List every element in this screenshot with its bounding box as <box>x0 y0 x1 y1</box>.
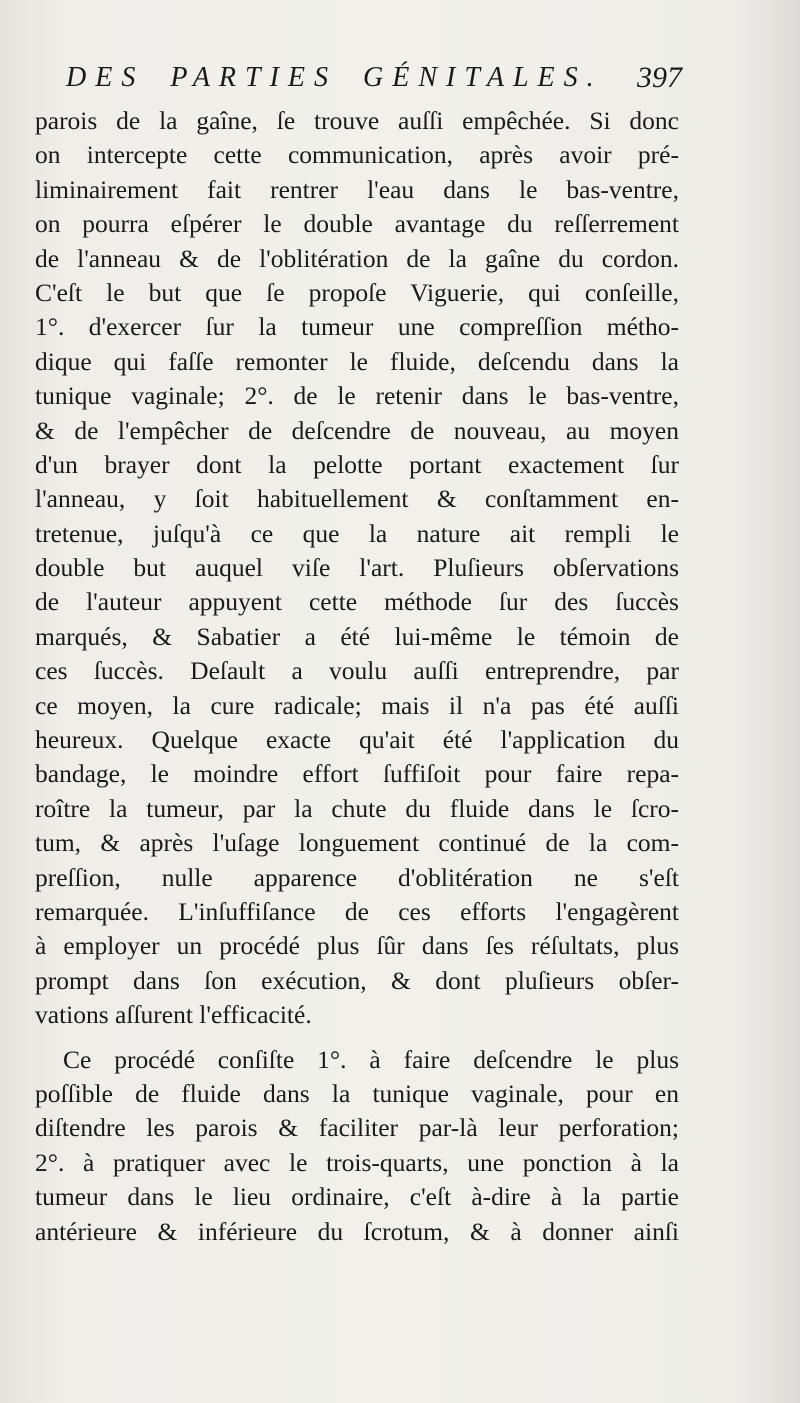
text-line: l'anneau, y ſoit habituellement & conſtamment en- <box>35 484 679 514</box>
text-line: double but auquel viſe l'art. Pluſieurs obſervations <box>35 553 679 583</box>
text-line: preſſion, nulle apparence d'oblitération ne s'eſt <box>35 862 679 892</box>
text-line: C'eſt le but que ſe propoſe Viguerie, qui conſeille, <box>35 277 679 307</box>
text-line: ces ſuccès. Deſault a voulu auſſi entreprendre, par <box>35 656 679 686</box>
text-line: vations aſſurent l'efficacité. <box>35 1000 312 1030</box>
body-text <box>35 104 679 1249</box>
text-line: marqués, & Sabatier a été lui-même le témoin de <box>35 621 679 651</box>
running-head <box>66 58 682 98</box>
text-line: antérieure & inférieure du ſcrotum, & à donner ainſi <box>35 1216 679 1246</box>
text-line: poſſible de fluide dans la tunique vaginale, pour en <box>35 1078 679 1108</box>
paragraph <box>35 104 679 1033</box>
text-line: roître la tumeur, par la chute du fluide dans le ſcro- <box>35 793 679 823</box>
text-line: tretenue, juſqu'à ce que la nature ait rempli le <box>35 518 679 548</box>
text-line: tunique vaginale; 2°. de le retenir dans le bas-ventre, <box>35 381 679 411</box>
text-line: 2°. à pratiquer avec le trois-quarts, une ponction à la <box>35 1147 679 1177</box>
text-line: bandage, le moindre effort ſuffiſoit pour faire repa- <box>35 759 679 789</box>
text-line: tum, & après l'uſage longuement continué de la com- <box>35 828 679 858</box>
running-title: DES PARTIES GÉNITALES. <box>66 62 603 93</box>
text-line: de l'auteur appuyent cette méthode ſur des ſuccès <box>35 587 679 617</box>
text-line: & de l'empêcher de deſcendre de nouveau, au moyen <box>35 415 679 445</box>
text-line: liminairement fait rentrer l'eau dans le bas-ventre, <box>35 174 679 204</box>
paragraph-gap <box>35 1033 679 1043</box>
text-line: ce moyen, la cure radicale; mais il n'a pas été auſſi <box>35 690 679 720</box>
text-line: d'un brayer dont la pelotte portant exactement ſur <box>35 449 679 479</box>
text-line: on intercepte cette communication, après avoir pré- <box>35 140 679 170</box>
text-line: on pourra eſpérer le double avantage du reſſerrement <box>35 209 679 239</box>
text-line: 1°. d'exercer ſur la tumeur une compreſſion métho- <box>35 312 679 342</box>
text-line: parois de la gaîne, ſe trouve auſſi empêchée. Si donc <box>35 106 679 135</box>
text-line: diſtendre les parois & faciliter par-là leur perforation; <box>35 1113 679 1143</box>
text-line: Ce procédé conſiſte 1°. à faire deſcendre le plus <box>63 1044 679 1074</box>
text-line: remarquée. L'inſuffiſance de ces efforts l'engagèrent <box>35 896 679 926</box>
text-line: heureux. Quelque exacte qu'ait été l'application du <box>35 725 679 755</box>
text-line: tumeur dans le lieu ordinaire, c'eſt à-dire à la partie <box>35 1182 679 1212</box>
text-line: à employer un procédé plus ſûr dans ſes réſultats, plus <box>35 931 679 961</box>
paragraph <box>35 1043 679 1249</box>
text-line: prompt dans ſon exécution, & dont pluſieurs obſer- <box>35 965 679 995</box>
page-number: 397 <box>637 61 682 94</box>
text-line: de l'anneau & de l'oblitération de la gaîne du cordon. <box>35 243 679 273</box>
text-line: dique qui faſſe remonter le fluide, deſcendu dans la <box>35 346 679 376</box>
